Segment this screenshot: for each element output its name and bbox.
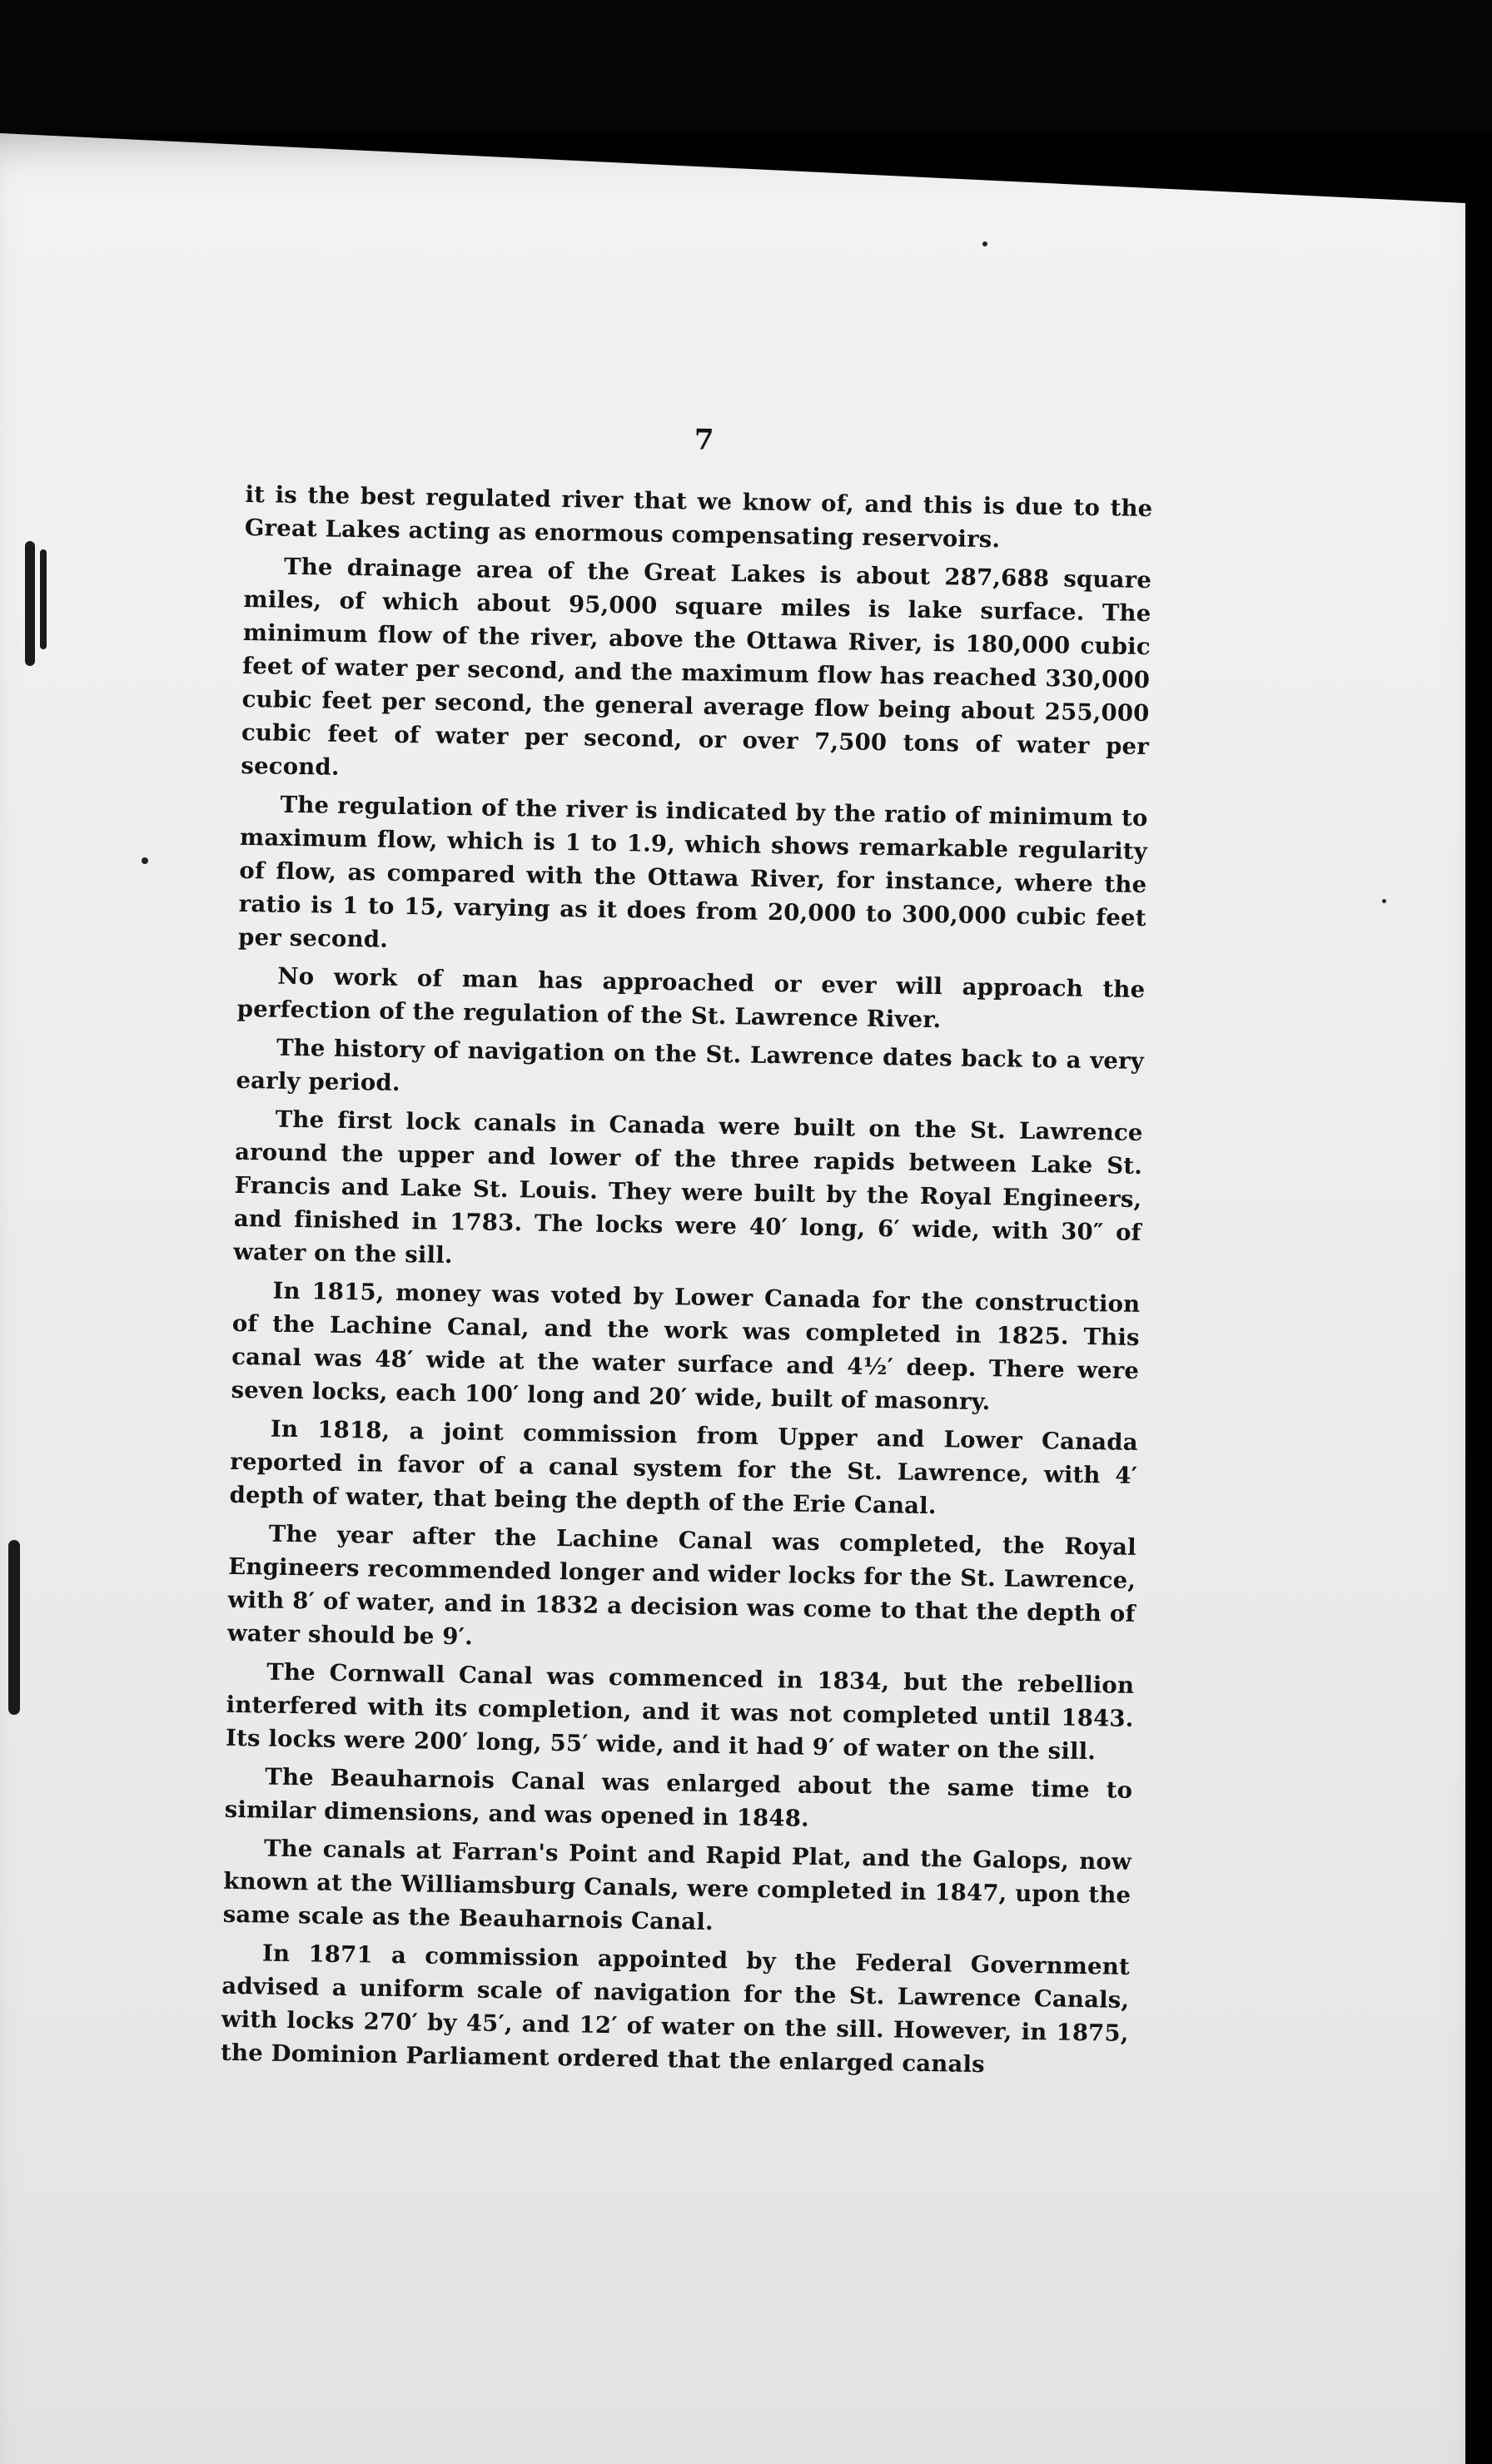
dust-speck: [1382, 899, 1386, 903]
margin-scratch-mark: [8, 1540, 20, 1715]
paragraph: The Cornwall Canal was commenced in 1834, but the rebellion interfered with its completion, and it was not completed until 1843. Its locks were 200′ long, 55′ wide, and it had 9′ of water on the sill.: [225, 1658, 1135, 1766]
paragraph: The canals at Farran's Point and Rapid Plat, and the Galops, now known at the Williamsburg Canals, were completed in 1847, upon the same scale as the Beauharnois Canal.: [222, 1835, 1132, 1936]
page-number: 7: [694, 423, 714, 457]
paragraph: The first lock canals in Canada were built on the St. Lawrence around the upper and lower of the three rapids between Lake St. Francis and Lake St. Louis. They were built by the Royal Engineers, and finished in 1783. The locks were 40′ long, 6′ wide, with 30″ of water on the sill.: [232, 1105, 1143, 1269]
paragraph: The drainage area of the Great Lakes is about 287,688 square miles, of which about 95,000 square miles is lake surface. The minimum flow of the river, above the Ottawa River, is 180,000 cubic feet of water per second, and the maximum flow has reached 330,000 cubic feet per second, the general average flow being about 255,000 cubic feet of water per second, or over 7,500 tons of water per second.: [241, 553, 1152, 781]
paragraph: The regulation of the river is indicated by the ratio of minimum to maximum flow, which is 1 to 1.9, which shows remarkable regularity of flow, as compared with the Ottawa River, for instance, where the ratio is 1 to 15, varying as it does from 20,000 to 300,000 cubic feet per second.: [237, 791, 1148, 953]
paragraph: it is the best regulated river that we know of, and this is due to the Great Lakes acting as enormous compensating reservoirs.: [244, 480, 1153, 554]
paragraph: The history of navigation on the St. Lawrence dates back to a very early period.: [236, 1034, 1145, 1096]
dust-speck: [142, 857, 148, 864]
dust-speck: [982, 241, 987, 246]
margin-scratch-mark: [25, 541, 35, 666]
paragraph: In 1818, a joint commission from Upper and Lower Canada reported in favor of a canal system for the St. Lawrence, with 4′ depth of water, that being the depth of the Erie Canal.: [229, 1415, 1139, 1520]
film-border-top: [0, 0, 1492, 133]
paragraph: No work of man has approached or ever will approach the perfection of the regulation of the St. Lawrence River.: [236, 962, 1146, 1034]
paragraph: The year after the Lachine Canal was completed, the Royal Engineers recommended longer and wider locks for the St. Lawrence, with 8′ of water, and in 1832 a decision was come to that the depth of water should be 9′.: [226, 1520, 1137, 1651]
paragraph: In 1871 a commission appointed by the Federal Government advised a uniform scale of navigation for the St. Lawrence Canals, with locks 270′ by 45′, and 12′ of water on the sill. However, in 1875, the Dominion Parliament ordered that the enlarged canals: [220, 1940, 1131, 2079]
paragraph: The Beauharnois Canal was enlarged about the same time to similar dimensions, and was opened in 1848.: [224, 1763, 1133, 1832]
paragraph: In 1815, money was voted by Lower Canada for the construction of the Lachine Canal, and the work was completed in 1825. This canal was 48′ wide at the water surface and 4½′ deep. There were seven locks, each 100′ long and 20′ wide, built of masonry.: [231, 1277, 1141, 1416]
page-content: [221, 416, 1154, 2089]
margin-scratch-mark: [40, 549, 47, 649]
